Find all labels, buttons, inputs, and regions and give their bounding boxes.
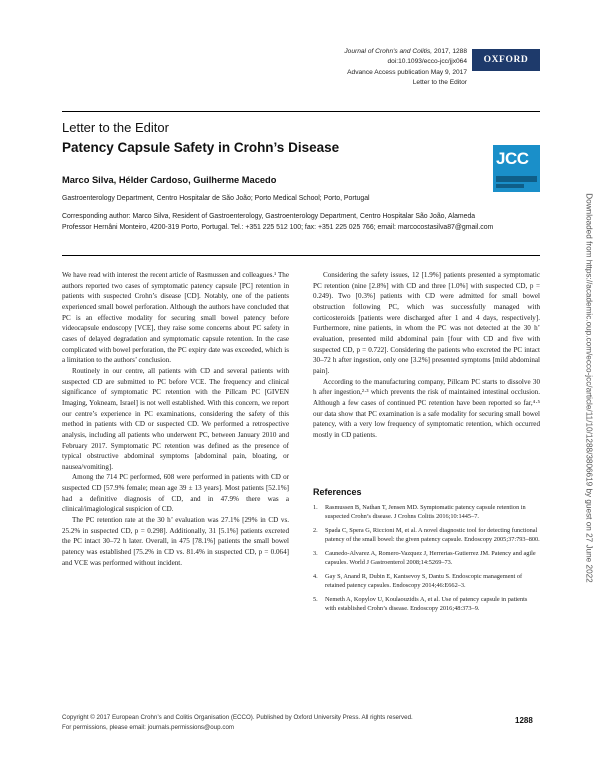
reference-item: 4. Gay S, Anand R, Dubin E, Kantsevoy S, Dantu S. Endoscopic management of retained patency capsules. Endoscopy 2014;46:E662–3. [313,573,523,590]
body-column-left [62,270,289,568]
authors: Marco Silva, Hélder Cardoso, Guilherme Macedo [62,175,277,185]
body-column-right [313,270,540,441]
paragraph: The PC retention rate at the 30 h’ evaluation was 27.1% [29% in CD vs. 25.2% in suspected CD, p = 0.298]. Additionally, 31 [5.1%] patients excreted the PC intact 30–72 h later. Overall, in 475 [78.1%] patients the small bowel patency was established [75.2% in CD vs. 81.4% in suspected CD, p = 0.064] and VCE was performed without incident. [62,516,289,567]
journal-volume: 2017, 1288 [433,48,467,55]
doi[interactable]: doi:10.1093/ecco-jcc/jjx064 [387,58,467,66]
paragraph: Among the 714 PC performed, 608 were performed in patients with CD or suspected CD [57.9% female; mean age 39 ± 13 years]. Most patients [52.1%] had a definitive diagnosis of CD, and in 47.9% there was a clinical/imagiological suspicion of CD. [62,473,289,514]
jcc-logo-bar-short [496,184,524,188]
article-title: Patency Capsule Safety in Crohn’s Disease [62,140,340,155]
copyright-text: Copyright © 2017 European Crohn’s and Colitis Organisation (ECCO). Published by Oxford University Press. All rights reserved. [62,714,413,721]
paragraph: Considering the safety issues, 12 [1.9%] patients presented a symptomatic PC retention (nine [2.8%] with CD and three [1.0%] with suspected CD, p = 0.249). Two [0.3%] patients with CD were admitted for small bowel obstruction following PC, which was successfully managed with corticosteroids [patients were discharged after 1 and 4 days, respectively]. Furthermore, nine patients, in whom the PC was not detected at the 30 h’ evaluation, presented mild abdominal pain [four with CD and five with suspected CD, p = 0.722]. Considering the patients who excreted the PC intact 30–72 h after ingestion, only one [3.2%] presented symptoms [mild abdominal pain]. [313,271,540,375]
access-date: Advance Access publication May 9, 2017 [347,68,467,76]
page-number: 1288 [515,716,533,725]
references-heading: References [313,487,362,497]
reference-item: 1. Rasmussen B, Nathan T, Jensen MD. Symptomatic patency capsule retention in suspected Crohn’s disease. J Crohns Colitis 2016;10:1445–7. [313,504,526,521]
download-watermark: Downloaded from https://academic.oup.com/ecco-jcc/article/11/10/1288/3806619 by guest on 27 June 2022 [584,193,594,583]
section-label: Letter to the Editor [62,120,169,135]
jcc-logo-bar [496,176,537,182]
footer [62,713,482,734]
journal-info [227,47,467,89]
reference-item: 3. Caunedo-Alvarez A, Romero-Vazquez J, Herrerias-Gutierrez JM. Patency and agile capsules. World J Gastroenterol 2008;14:5269–73. [313,550,536,567]
references-list [313,503,540,618]
correspondence: Corresponding author: Marco Silva, Resident of Gastroenterology, Gastroenterology Department, Centro Hospitalar São João, Alameda Professor Hernâni Monteiro, 4200-319 Porto, Portugal. Tel.: +351 225 512 100; fax: +351 225 025 766; email: marcocostasilva87@gmail.com [62,213,494,231]
oxford-logo: OXFORD [472,49,540,71]
jcc-logo [493,145,540,192]
paragraph: Routinely in our centre, all patients with CD and several patients with suspected CD are submitted to PC before VCE. The frequency and clinical significance of symptomatic PC retention with the Pillcam PC [GIVEN Imaging, Yokneam, Israel] is not well established. With this concern, we report our centre’s experience in PC examinations, considering the safety of this method in patients with CD or suspected CD. We performed a retrospective analysis, including all patients who underwent PC, between January 2010 and February 2017. Symptomatic PC retention was defined as the presence of typical obstructive abdominal symptoms [abdominal pain, bloating, or nausea/vomiting]. [62,366,289,471]
affiliation: Gastroenterology Department, Centro Hospitalar de São João; Porto Medical School; Porto, Portugal [62,195,370,202]
jcc-logo-text: JCC [496,149,529,168]
paragraph: According to the manufacturing company, Pillcam PC starts to dissolve 30 h after ingestion,²·³ which prevents the risk of maintained intestinal occlusion. Although a few cases of continued PC retention have been reported so far,⁴·⁵ our data show that PC examination is a safe modality for securing small bowel patency, with a very low frequency of symptomatic retention, which occurred mostly in CD patients. [313,377,540,439]
journal-name: Journal of Crohn's and Colitis, [344,48,433,55]
paragraph: We have read with interest the recent article of Rasmussen and colleagues.¹ The authors reported two cases of symptomatic patency capsule [PC] retention in patients with suspected Crohn’s disease [CD]. Notably, one of the patients experienced small bowel perforation. Although the authors have concluded that PC is an effective modality for securing small bowel patency before videocapsule endoscopy [VCE], they raise some concerns about PC safety in cases of delayed degradation and symptomatic capsule retention. In the case complicated with bowel perforation, the PC expiry date was exceeded, which is a limitation to the authors’ conclusion. [62,271,289,365]
article-type: Letter to the Editor [412,79,467,87]
reference-item: 2. Spada C, Spera G, Riccioni M, et al. A novel diagnostic tool for detecting functional patency of the small bowel: the given patency capsule. Endoscopy 2005;37:793–800. [313,527,540,544]
top-rule [62,111,540,112]
reference-item: 5. Nemeth A, Kopylov U, Koulaouzidis A, et al. Use of patency capsule in patients with established Crohn’s disease. Endoscopy 2016;48:373–9. [313,596,528,613]
mid-rule [62,255,540,256]
permissions-text[interactable]: For permissions, please email: journals.permissions@oup.com [62,724,235,732]
